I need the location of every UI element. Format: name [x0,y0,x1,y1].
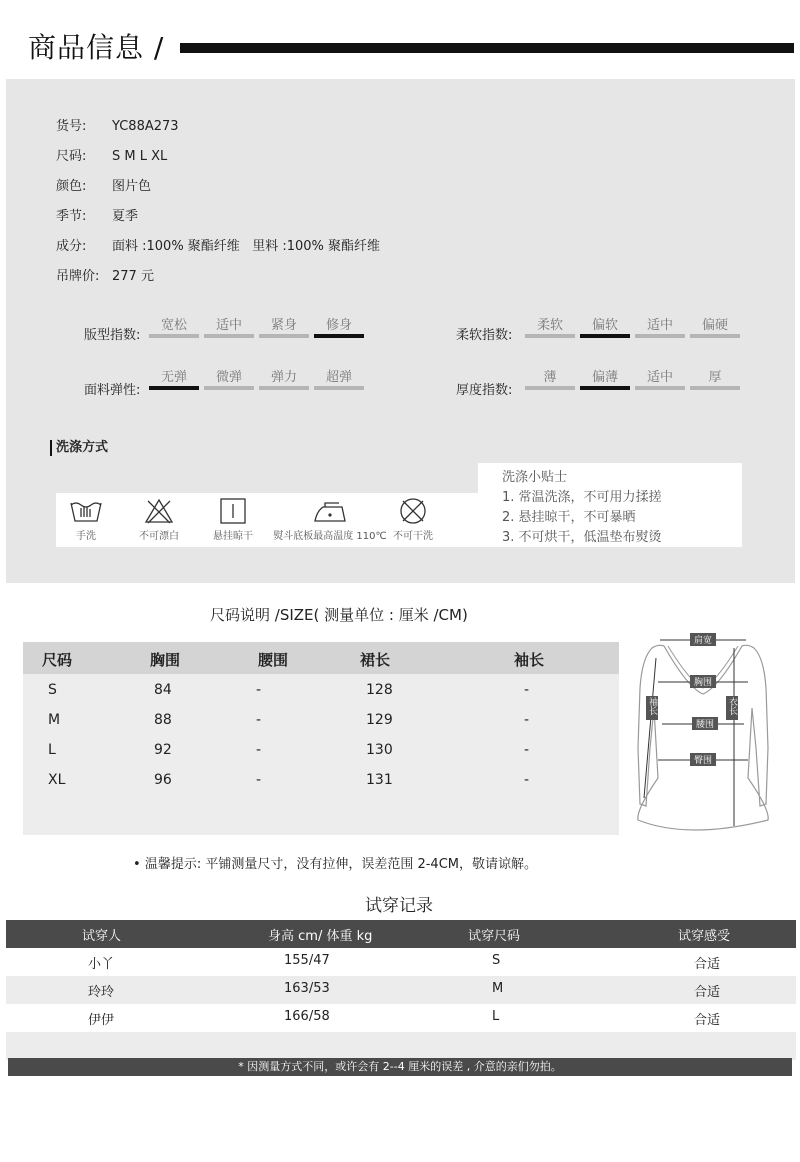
size-table-cell: S [48,682,57,698]
tryon-table-cell: 玲玲 [88,985,115,1000]
diagram-label-hip: 臀围 [693,756,713,766]
gauge-option [204,314,254,333]
care-label: 熨斗底板最高温度 110℃ [273,531,387,542]
info-key: 货号: [56,119,87,134]
size-col-header: 袖长 [514,651,545,669]
garment-measurement-diagram [628,628,778,840]
care-label: 手洗 [76,531,96,542]
gauge-option [635,366,685,385]
size-col-header: 腰围 [258,651,289,669]
tryon-title: 试穿记录 [365,896,433,916]
info-key: 尺码: [56,149,87,164]
elasticity-gauge-label: 面料弹性: [84,383,141,398]
tryon-table-cell: L [492,1009,500,1024]
size-table-cell: - [256,772,262,788]
softness-gauge-label: 柔软指数: [456,328,513,343]
size-table-cell: - [524,682,530,698]
size-table-cell: - [256,712,262,728]
gauge-indicator [525,334,575,338]
gauge-option [149,314,199,333]
tryon-table-cell: 合适 [694,1013,721,1028]
gauge-option-label: 超弹 [325,370,352,385]
gauge-option-label: 适中 [646,318,673,333]
care-label: 悬挂晾干 [213,531,253,542]
info-row-sizes [56,145,167,164]
info-key: 季节: [56,209,87,224]
wash-tip: 2. 悬挂晾干，不可暴晒 [502,510,636,525]
tryon-table-cell: 小丫 [88,957,115,972]
info-row-season [56,205,138,224]
tryon-col-header: 试穿尺码 [468,929,521,944]
hand-wash-icon [69,497,103,525]
tryon-col-header: 试穿感受 [678,929,731,944]
info-key: 吊牌价: [56,269,100,284]
info-value: S M L XL [112,149,168,164]
size-table-cell: XL [48,772,66,788]
tryon-table-cell: 伊伊 [88,1013,115,1028]
diagram-label-chest: 胸围 [693,678,713,688]
info-row-color [56,175,151,194]
gauge-option [635,314,685,333]
tryon-table-cell: M [492,981,504,996]
gauge-option-label: 微弹 [215,370,242,385]
size-col-header: 胸围 [150,651,181,669]
gauge-option [259,366,309,385]
size-table-cell: - [256,742,262,758]
gauge-option-label: 偏薄 [591,370,618,385]
size-col-header: 裙长 [360,651,391,669]
gauge-indicator [690,334,740,338]
gauge-option-label: 薄 [543,370,557,385]
measurement-note [133,853,537,872]
tryon-table-row [6,948,796,976]
size-table-cell: 84 [154,682,172,698]
diagram-label-sleeve: 袖长 [647,697,657,715]
gauge-indicator [204,334,254,338]
gauge-option-label: 偏软 [591,318,618,333]
tryon-table-row-empty [6,1032,796,1060]
gauge-option-label: 适中 [215,318,242,333]
gauge-option [314,366,364,385]
info-value: 277 元 [112,269,154,284]
info-key: 成分: [56,239,87,254]
gauge-indicator [635,386,685,390]
wash-tip: 3. 不可烘干，低温垫布熨烫 [502,530,662,545]
no-bleach-icon [144,497,174,525]
care-label: 不可漂白 [139,531,179,542]
gauge-option [580,366,630,385]
gauge-option [580,314,630,333]
gauge-option-label: 弹力 [270,370,297,385]
wash-tips-title: 洗涤小贴士 [502,470,568,485]
page-title: 商品信息 / [28,31,165,64]
tryon-table-row [6,1004,796,1032]
bullet-icon: • [133,857,141,872]
size-table-cell: - [256,682,262,698]
info-value: 面料 :100% 聚酯纤维 里料 :100% 聚酯纤维 [112,239,381,254]
tryon-table-cell: 合适 [694,957,721,972]
gauge-option-label: 无弹 [160,370,187,385]
gauge-indicator [259,334,309,338]
care-item-iron [270,493,390,542]
info-row-price [56,265,154,284]
diagram-label-waist: 腰围 [695,720,715,730]
gauge-indicator-selected [580,386,630,390]
info-key: 颜色: [56,179,87,194]
gauge-option-label: 紧身 [270,318,297,333]
gauge-option [525,366,575,385]
fit-gauge-label: 版型指数: [84,328,141,343]
gauge-indicator [690,386,740,390]
tryon-table-cell: 166/58 [284,1009,330,1024]
gauge-indicator [149,334,199,338]
diagram-label-length: 衣长 [727,697,737,715]
care-section-title: 洗涤方式 [50,440,108,456]
gauge-option [690,366,740,385]
gauge-indicator [525,386,575,390]
care-label: 不可干洗 [393,531,433,542]
hang-dry-icon [219,497,247,525]
gauge-indicator-selected [149,386,199,390]
gauge-indicator-selected [580,334,630,338]
size-table-cell: 129 [366,712,393,728]
measurement-note-text: 温馨提示: 平铺测量尺寸，没有拉伸，误差范围 2-4CM，敬请谅解。 [144,857,537,872]
size-table-cell: - [524,742,530,758]
size-table-cell: 128 [366,682,393,698]
gauge-option [149,366,199,385]
gauge-option [525,314,575,333]
gauge-option [314,314,364,333]
gauge-option-label: 偏硬 [701,318,728,333]
size-table-cell: - [524,712,530,728]
gauge-option-label: 柔软 [536,318,563,333]
size-table-cell: 96 [154,772,172,788]
size-col-header: 尺码 [42,651,73,669]
size-table-cell: 92 [154,742,172,758]
diagram-label-shoulder: 肩宽 [693,636,713,646]
size-table-cell: L [48,742,56,758]
wash-tips-box [478,463,742,547]
care-item-no-dry-clean [390,493,436,542]
gauge-indicator [259,386,309,390]
info-row-sku [56,115,179,134]
thickness-gauge-label: 厚度指数: [456,383,513,398]
tryon-table-cell: 合适 [694,985,721,1000]
tryon-col-header: 试穿人 [82,929,122,944]
care-item-no-bleach [134,493,184,542]
gauge-option-label: 宽松 [160,318,187,333]
gauge-option-label: 修身 [325,318,352,333]
tryon-table-cell: S [492,953,501,968]
info-value: YC88A273 [112,119,179,134]
gauge-indicator [314,386,364,390]
gauge-option [690,314,740,333]
gauge-indicator-selected [314,334,364,338]
gauge-option-label: 厚 [708,370,722,385]
gauge-option [259,314,309,333]
gauge-indicator [204,386,254,390]
gauge-option-label: 适中 [646,370,673,385]
info-value: 图片色 [112,179,152,194]
care-item-hand-wash [66,493,106,542]
info-row-material [56,235,380,254]
title-divider-bar [180,43,794,53]
iron-icon [313,497,347,525]
size-chart-heading: 尺码说明 /SIZE( 测量单位 : 厘米 /CM) [210,606,468,624]
no-tumble-dry-icon [398,497,428,525]
gauge-indicator [635,334,685,338]
size-table-cell: M [48,712,61,728]
wash-tip: 1. 常温洗涤，不可用力揉搓 [502,490,662,505]
size-table-cell: 130 [366,742,393,758]
size-table-cell: - [524,772,530,788]
tryon-footer-note: * 因测量方式不同，或许会有 2--4 厘米的误差 , 介意的亲们勿拍。 [8,1058,792,1076]
care-item-hang-dry [206,493,260,542]
tryon-table-row [6,976,796,1004]
size-table-cell: 88 [154,712,172,728]
gauge-option [204,366,254,385]
tryon-table-cell: 155/47 [284,953,330,968]
tryon-col-header: 身高 cm/ 体重 kg [268,929,373,944]
size-table-cell: 131 [366,772,393,788]
tryon-table-cell: 163/53 [284,981,330,996]
info-value: 夏季 [112,209,139,224]
